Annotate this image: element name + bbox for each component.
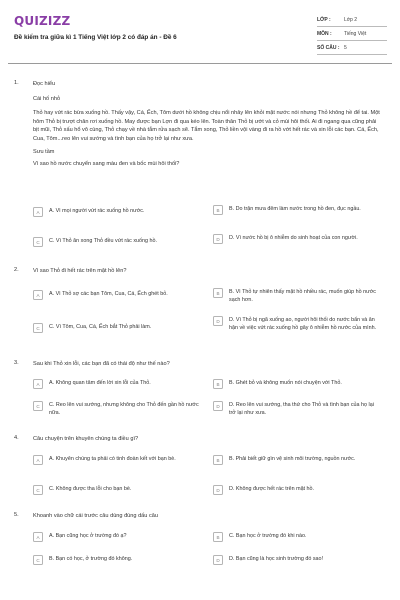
option-c[interactable] xyxy=(33,402,203,417)
option-text: A. Vì Thỏ sợ các bạn Tôm, Cua, Cá, Ếch ghét bỏ. xyxy=(49,291,168,297)
option-text: D. Bạn cũng là học sinh trường đó sao! xyxy=(229,556,324,562)
option-text: A. Vì mọi người vứt rác xuống hồ nước. xyxy=(49,208,145,214)
option-text: A. Khuyên chúng ta phải có tinh đoàn kết với bạn bè. xyxy=(49,456,176,462)
option-text: C. Không được tha lỗi cho bạn bè. xyxy=(49,486,132,492)
option-badge: C xyxy=(33,485,43,495)
option-d[interactable] xyxy=(213,235,383,244)
option-badge: D xyxy=(213,316,223,326)
option-text: B. Do trận mưa đêm làm nước trong hồ đen, đục ngầu. xyxy=(229,206,361,212)
meta-label: LỚP : xyxy=(317,16,331,23)
section-label: Đọc hiểu xyxy=(33,81,56,87)
option-badge: D xyxy=(213,234,223,244)
option-a[interactable] xyxy=(33,208,203,217)
option-b[interactable] xyxy=(213,380,383,389)
question-number: 4. xyxy=(14,435,19,441)
option-badge: A xyxy=(33,379,43,389)
option-badge: B xyxy=(213,288,223,298)
question-2 xyxy=(14,267,386,347)
option-d[interactable] xyxy=(213,402,383,417)
option-a[interactable] xyxy=(33,533,203,542)
meta-row-class xyxy=(317,13,387,27)
option-badge: C xyxy=(33,323,43,333)
option-text: B. Vì Thỏ tự nhiên thấy mặt hồ nhiều rác, muốn giúp hồ nước sạch hơn. xyxy=(229,289,377,303)
option-badge: D xyxy=(213,555,223,565)
option-badge: B xyxy=(213,379,223,389)
question-number: 1. xyxy=(14,80,19,86)
meta-label: SỐ CÂU : xyxy=(317,44,340,51)
option-a[interactable] xyxy=(33,291,203,300)
option-d[interactable] xyxy=(213,317,383,332)
header-divider xyxy=(8,63,392,64)
option-text: B. Bạn có học, ở trường đó không. xyxy=(49,556,133,562)
option-text: C. Reo lên vui sướng, nhưng không cho Thỏ đến gần hồ nước nữa. xyxy=(49,402,199,416)
option-badge: B xyxy=(213,455,223,465)
question-number: 3. xyxy=(14,360,19,366)
option-badge: A xyxy=(33,207,43,217)
option-text: C. Vì Tôm, Cua, Cá, Ếch bắt Thỏ phải làm. xyxy=(49,324,152,330)
option-text: D. Vì Thỏ bị ngã xuống ao, người hôi thối do nước bẩn và ân hận về việc vứt rác xuống hồ gây ô nhiễm hồ nước của mình. xyxy=(229,317,377,331)
question-5 xyxy=(14,512,386,572)
option-text: D. Vì nước hồ bị ô nhiễm do sinh hoạt của con người. xyxy=(229,235,358,241)
option-c[interactable] xyxy=(33,556,203,565)
option-text: A. Không quan tâm đến lời xin lỗi của Thỏ. xyxy=(49,380,151,386)
option-badge: D xyxy=(213,401,223,411)
meta-value: Lớp 2 xyxy=(344,16,358,23)
option-d[interactable] xyxy=(213,486,383,495)
option-b[interactable] xyxy=(213,289,383,304)
meta-value: 5 xyxy=(344,44,347,51)
question-text xyxy=(33,80,383,169)
question-number: 2. xyxy=(14,267,19,273)
story-body: Thỏ hay vứt rác bừa xuống hồ. Thấy vậy, Cá, Ếch, Tôm dưới hồ không chịu nổi nhảy lên khỏi mặt nước nói nhưng Thỏ không hề để tai. Một hôm Thỏ bị trượt chân rơi xuống hồ. May được bạn Lợn đi qua kéo lên. Toàn thân Thỏ bị ướt và cỏ mùi hôi thối. Ai đi ngang qua cũng phải bịt mũi, Thỏ xấu hổ vô cùng, Thỏ chạy về nhà tắm rửa sạch sẽ. Tắm xong, Thỏ liền vội vàng đi ra hồ vớt hết rác và xin lỗi các bạn. Cá, Ếch, Cua, Tôm...reo lên vui sướng và tình bạn của họ trở lại như xưa. xyxy=(33,110,380,142)
question-3 xyxy=(14,360,386,430)
meta-label: MÔN : xyxy=(317,30,332,37)
option-b[interactable] xyxy=(213,206,383,215)
option-text: D. Reo lên vui sướng, tha thứ cho Thỏ và tình bạn của họ lại trở lại như xưa. xyxy=(229,402,374,416)
question-number: 5. xyxy=(14,512,19,518)
option-text: A. Bạn cũng học ở trường đó ạ? xyxy=(49,533,127,539)
option-text: B. Ghét bỏ và không muốn nói chuyện với Thỏ. xyxy=(229,380,342,386)
question-text: Khoanh vào chữ cái trước câu dùng đúng dấu câu xyxy=(33,513,158,519)
story-title: Cái hố nhỏ xyxy=(33,95,61,102)
option-a[interactable] xyxy=(33,456,203,465)
option-badge: C xyxy=(33,555,43,565)
option-a[interactable] xyxy=(33,380,203,389)
option-badge: B xyxy=(213,532,223,542)
option-c[interactable] xyxy=(33,324,203,333)
question-text: Câu chuyện trên khuyên chúng ta điều gì? xyxy=(33,436,139,442)
option-c[interactable] xyxy=(33,486,203,495)
page-title: Đề kiểm tra giữa kì 1 Tiếng Việt lớp 2 có đáp án - Đề 6 xyxy=(14,34,177,41)
option-b[interactable] xyxy=(213,456,383,465)
option-text: C. Vì Thỏ ăn xong Thỏ đều vứt rác xuống hồ. xyxy=(49,238,157,244)
option-d[interactable] xyxy=(213,556,383,565)
meta-box xyxy=(317,13,387,55)
option-badge: A xyxy=(33,290,43,300)
quizizz-logo: QUIZIZZ xyxy=(14,14,71,28)
question-1 xyxy=(14,80,386,260)
meta-row-subject xyxy=(317,27,387,41)
option-text: B. Phải biết giữ gìn vệ sinh môi trường, nguồn nước. xyxy=(229,456,356,462)
option-text: C. Bạn học ở trường đó khi nào. xyxy=(229,533,307,539)
option-badge: A xyxy=(33,455,43,465)
option-badge: C xyxy=(33,401,43,411)
option-badge: B xyxy=(213,205,223,215)
question-4 xyxy=(14,435,386,505)
meta-row-count xyxy=(317,41,387,55)
question-text: Sau khi Thỏ xin lỗi, các bạn đã có thái độ như thế nào? xyxy=(33,361,170,367)
story-source: Sưu tầm xyxy=(33,148,55,155)
question-text: Vì sao Thỏ đi hết rác trên mặt hồ lên? xyxy=(33,268,127,274)
option-b[interactable] xyxy=(213,533,383,542)
meta-value: Tiếng Việt xyxy=(344,30,367,37)
option-text: D. Không được hết rác trên mặt hồ. xyxy=(229,486,315,492)
option-badge: C xyxy=(33,237,43,247)
option-c[interactable] xyxy=(33,238,203,247)
question-prompt: Vì sao hồ nước chuyển sang màu đen và bốc mùi hôi thối? xyxy=(33,161,180,168)
option-badge: A xyxy=(33,532,43,542)
option-badge: D xyxy=(213,485,223,495)
